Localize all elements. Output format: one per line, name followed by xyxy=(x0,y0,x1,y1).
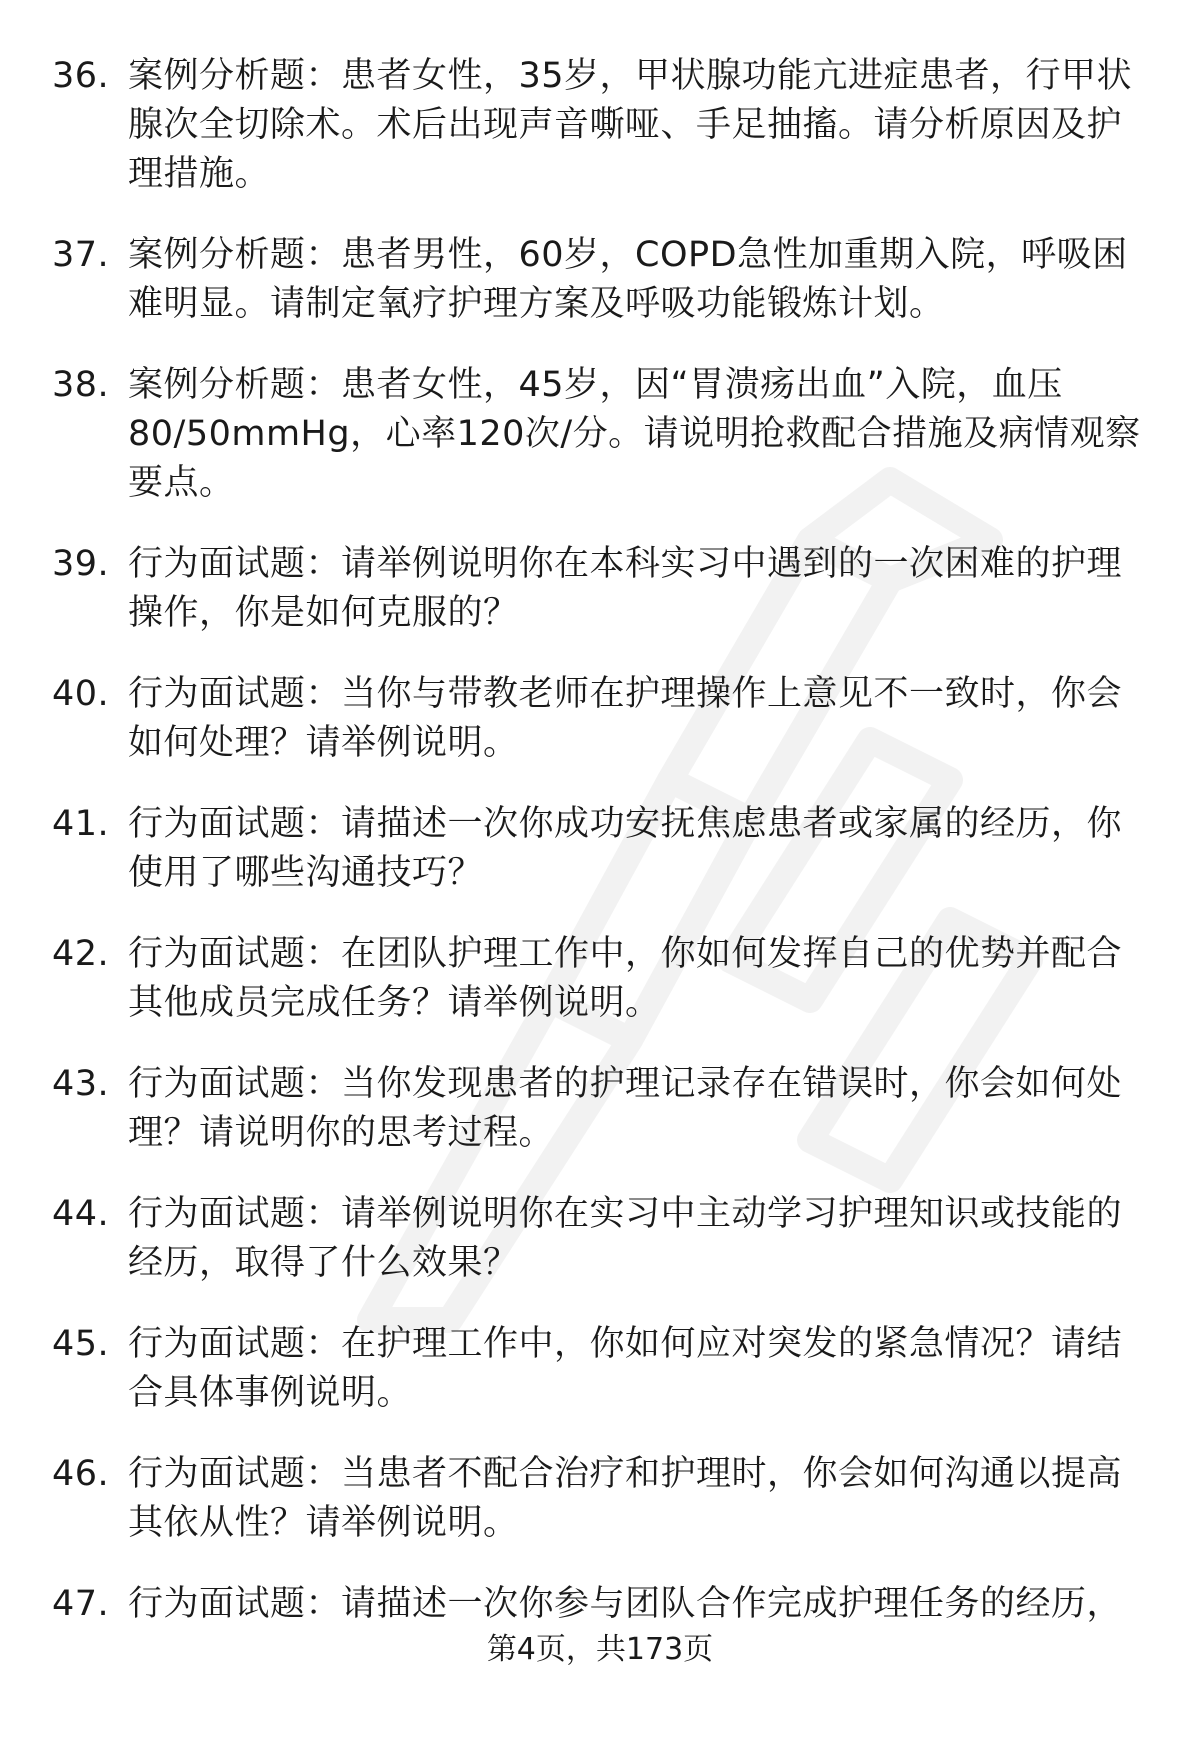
question-number: 47. xyxy=(52,1584,110,1624)
question-text: 案例分析题：患者男性，60岁，COPD急性加重期入院，呼吸困难明显。请制定氧疗护理方案及呼吸功能锻炼计划。 xyxy=(128,235,1128,324)
question-text: 行为面试题：当你发现患者的护理记录存在错误时，你会如何处理？请说明你的思考过程。 xyxy=(128,1064,1123,1153)
list-item xyxy=(0,540,1200,638)
list-item xyxy=(0,52,1200,199)
list-item xyxy=(0,930,1200,1028)
question-number: 43. xyxy=(52,1064,110,1104)
list-item xyxy=(0,231,1200,329)
list-item xyxy=(0,800,1200,898)
question-number: 40. xyxy=(52,674,110,714)
question-text: 行为面试题：请举例说明你在本科实习中遇到的一次困难的护理操作，你是如何克服的？ xyxy=(128,544,1123,633)
question-text: 行为面试题：请描述一次你参与团队合作完成护理任务的经历， xyxy=(128,1584,1123,1624)
question-number: 44. xyxy=(52,1194,110,1234)
question-number: 41. xyxy=(52,804,110,844)
list-item xyxy=(0,1320,1200,1418)
list-item xyxy=(0,361,1200,508)
question-text: 案例分析题：患者女性，35岁，甲状腺功能亢进症患者，行甲状腺次全切除术。术后出现声音嘶哑、手足抽搐。请分析原因及护理措施。 xyxy=(128,56,1133,194)
question-list xyxy=(0,52,1200,1661)
question-number: 39. xyxy=(52,544,110,584)
question-number: 38. xyxy=(52,365,110,405)
page-footer: 第4页，共173页 xyxy=(486,1632,714,1667)
question-text: 行为面试题：当你与带教老师在护理操作上意见不一致时，你会如何处理？请举例说明。 xyxy=(128,674,1123,763)
question-text: 行为面试题：在团队护理工作中，你如何发挥自己的优势并配合其他成员完成任务？请举例说明。 xyxy=(128,934,1123,1023)
question-text: 行为面试题：当患者不配合治疗和护理时，你会如何沟通以提高其依从性？请举例说明。 xyxy=(128,1454,1123,1543)
question-number: 46. xyxy=(52,1454,110,1494)
list-item xyxy=(0,1190,1200,1288)
question-number: 45. xyxy=(52,1324,110,1364)
question-number: 37. xyxy=(52,235,110,275)
question-text: 行为面试题：请举例说明你在实习中主动学习护理知识或技能的经历，取得了什么效果？ xyxy=(128,1194,1123,1283)
question-number: 42. xyxy=(52,934,110,974)
question-text: 案例分析题：患者女性，45岁，因“胃溃疡出血”入院，血压80/50mmHg，心率120次/分。请说明抢救配合措施及病情观察要点。 xyxy=(128,365,1141,503)
list-item xyxy=(0,670,1200,768)
list-item xyxy=(0,1580,1200,1629)
list-item xyxy=(0,1060,1200,1158)
question-number: 36. xyxy=(52,56,110,96)
list-item xyxy=(0,1450,1200,1548)
question-text: 行为面试题：在护理工作中，你如何应对突发的紧急情况？请结合具体事例说明。 xyxy=(128,1324,1123,1413)
question-text: 行为面试题：请描述一次你成功安抚焦虑患者或家属的经历，你使用了哪些沟通技巧？ xyxy=(128,804,1123,893)
